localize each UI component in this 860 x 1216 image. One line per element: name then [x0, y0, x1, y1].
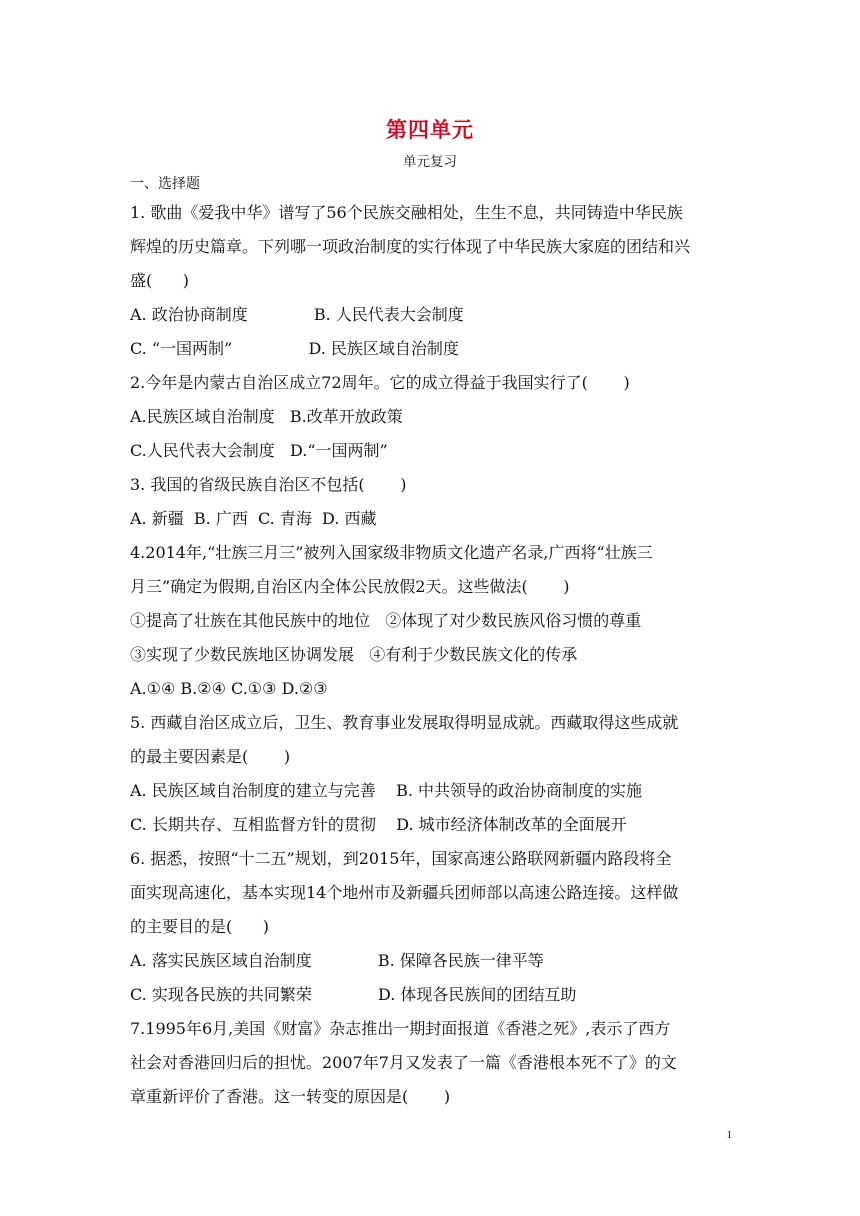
question-3-options	[130, 502, 730, 536]
option-line: A. 政治协商制度 B. 人民代表大会制度	[130, 305, 464, 324]
text-line: 的最主要因素是( )	[130, 747, 291, 766]
page-number: 1	[726, 1129, 732, 1141]
question-4-stem	[130, 536, 730, 604]
text-line: 7.1995年6月,美国《财富》杂志推出一期封面报道《香港之死》,表示了西方	[130, 1019, 671, 1038]
question-2-options	[130, 400, 730, 468]
question-1-stem	[130, 196, 730, 298]
option-line: ③实现了少数民族地区协调发展 ④有利于少数民族文化的传承	[130, 645, 578, 664]
question-6-options	[130, 944, 730, 1012]
option-line: ①提高了壮族在其他民族中的地位 ②体现了对少数民族风俗习惯的尊重	[130, 611, 642, 630]
option-line: A.民族区域自治制度 B.改革开放政策	[130, 407, 403, 426]
page-title: 第四单元	[386, 118, 474, 142]
text-line: 1. 歌曲《爱我中华》谱写了56个民族交融相处，生生不息，共同铸造中华民族	[130, 203, 683, 222]
text-line: 3. 我国的省级民族自治区不包括( )	[130, 475, 407, 494]
option-line: A. 民族区域自治制度的建立与完善 B. 中共领导的政治协商制度的实施	[130, 781, 643, 800]
option-line: A. 落实民族区域自治制度 B. 保障各民族一律平等	[130, 951, 544, 970]
section-heading: 一、选择题	[130, 176, 200, 192]
question-2-stem	[130, 366, 730, 400]
question-7-stem	[130, 1012, 730, 1114]
text-line: 月三”确定为假期,自治区内全体公民放假2天。这些做法( )	[130, 577, 570, 596]
question-6-stem	[130, 842, 730, 944]
option-line: C. 实现各民族的共同繁荣 D. 体现各民族间的团结互助	[130, 985, 577, 1004]
text-line: 4.2014年,“壮族三月三”被列入国家级非物质文化遗产名录,广西将“壮族三	[130, 543, 653, 562]
option-line: C. 长期共存、互相监督方针的贯彻 D. 城市经济体制改革的全面展开	[130, 815, 627, 834]
text-line: 6. 据悉，按照“十二五”规划，到2015年，国家高速公路联网新疆内路段将全	[130, 849, 672, 868]
question-list	[130, 172, 730, 1114]
question-5-options	[130, 774, 730, 842]
text-line: 章重新评价了香港。这一转变的原因是( )	[130, 1087, 451, 1106]
text-line: 2.今年是内蒙古自治区成立72周年。它的成立得益于我国实行了( )	[130, 373, 630, 392]
question-5-stem	[130, 706, 730, 774]
option-line: A. 新疆 B. 广西 C. 青海 D. 西藏	[130, 509, 377, 528]
text-line: 辉煌的历史篇章。下列哪一项政治制度的实行体现了中华民族大家庭的团结和兴	[130, 237, 691, 256]
text-line: 社会对香港回归后的担忧。2007年7月又发表了一篇《香港根本死不了》的文	[130, 1053, 677, 1072]
text-line: 5. 西藏自治区成立后，卫生、教育事业发展取得明显成就。西藏取得这些成就	[130, 713, 679, 732]
text-line: 盛( )	[130, 271, 190, 290]
text-line: 面实现高速化，基本实现14个地州市及新疆兵团师部以高速公路连接。这样做	[130, 883, 679, 902]
page-subtitle: 单元复习	[403, 154, 457, 170]
option-line: A.①④ B.②④ C.①③ D.②③	[130, 679, 328, 698]
option-line: C. “一国两制” D. 民族区域自治制度	[130, 339, 459, 358]
text-line: 的主要目的是( )	[130, 917, 270, 936]
question-4-options	[130, 604, 730, 706]
question-1-options	[130, 298, 730, 366]
option-line: C.人民代表大会制度 D.“一国两制”	[130, 441, 388, 460]
question-3-stem	[130, 468, 730, 502]
